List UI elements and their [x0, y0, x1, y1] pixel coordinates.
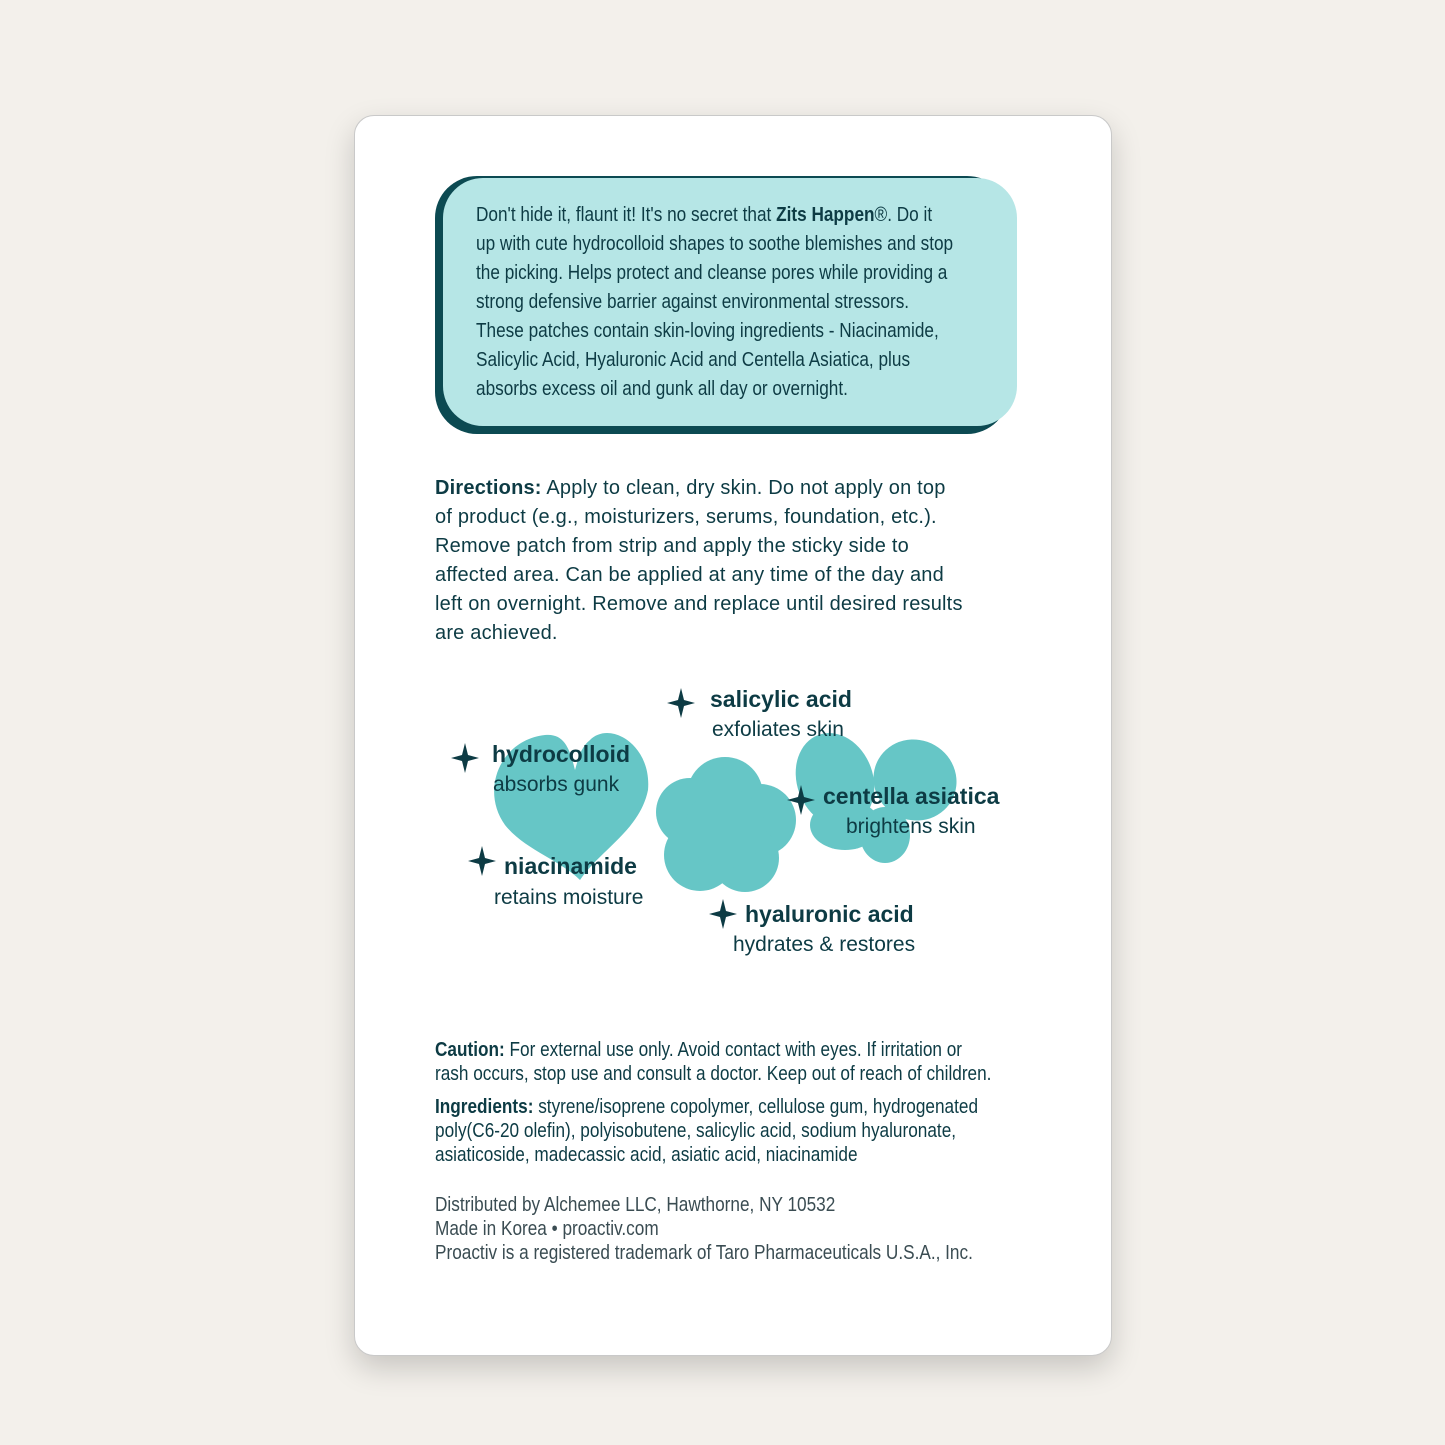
footer-line: Made in Korea • proactiv.com: [435, 1218, 659, 1240]
benefit-desc: hydrates & restores: [733, 933, 916, 956]
benefit-name: hydrocolloid: [492, 741, 630, 767]
benefit-name: hyaluronic acid: [745, 901, 914, 927]
ingredients-text: styrene/isoprene copolymer, cellulose gum, hydrogenated: [533, 1096, 979, 1118]
directions-line: left on overnight. Remove and replace until desired results: [435, 593, 963, 615]
benefit-desc: retains moisture: [494, 886, 644, 909]
benefit-name: salicylic acid: [710, 686, 852, 712]
ingredients-line: [435, 1095, 978, 1119]
directions-line: of product (e.g., moisturizers, serums, foundation, etc.).: [435, 506, 937, 528]
flower-patch-shape: [656, 757, 796, 892]
benefit-desc: exfoliates skin: [712, 718, 844, 741]
ingredients-line: asiaticoside, madecassic acid, asiatic acid, niacinamide: [435, 1144, 858, 1166]
caution-line: rash occurs, stop use and consult a doctor. Keep out of reach of children.: [435, 1063, 992, 1085]
directions-label: Directions:: [435, 477, 542, 499]
directions-line: affected area. Can be applied at any time of the day and: [435, 564, 944, 586]
promo-line: Salicylic Acid, Hyaluronic Acid and Centella Asiatica, plus: [476, 349, 911, 371]
promo-line: strong defensive barrier against environmental stressors.: [476, 291, 910, 313]
promo-line: These patches contain skin-loving ingredients - Niacinamide,: [476, 320, 939, 342]
promo-line: the picking. Helps protect and cleanse pores while providing a: [476, 262, 948, 284]
sparkle-icon: [451, 743, 479, 773]
benefit-name: niacinamide: [504, 853, 637, 879]
sparkle-icon: [709, 899, 737, 929]
footer-line: Distributed by Alchemee LLC, Hawthorne, NY 10532: [435, 1194, 836, 1216]
caution-line: [435, 1038, 962, 1062]
brand-name: Zits Happen: [776, 204, 875, 226]
promo-text: ®. Do it: [874, 204, 933, 226]
sparkle-icon: [667, 688, 695, 718]
promo-line: absorbs excess oil and gunk all day or overnight.: [476, 378, 848, 400]
promo-line: up with cute hydrocolloid shapes to soothe blemishes and stop: [476, 233, 954, 255]
sparkle-icon: [468, 846, 496, 876]
caution-label: Caution:: [435, 1039, 505, 1061]
benefit-desc: brightens skin: [846, 815, 976, 838]
ingredients-label: Ingredients:: [435, 1096, 534, 1118]
directions-line: are achieved.: [435, 622, 558, 644]
directions-text: Apply to clean, dry skin. Do not apply on top: [541, 477, 946, 499]
benefit-desc: absorbs gunk: [493, 773, 620, 796]
footer-line: Proactiv is a registered trademark of Taro Pharmaceuticals U.S.A., Inc.: [435, 1242, 973, 1264]
directions-line: Remove patch from strip and apply the sticky side to: [435, 535, 909, 557]
benefit-name: centella asiatica: [823, 783, 1000, 809]
promo-text: Don't hide it, flaunt it! It's no secret that: [476, 204, 777, 226]
ingredients-line: poly(C6-20 olefin), polyisobutene, salicylic acid, sodium hyaluronate,: [435, 1120, 957, 1142]
caution-text: For external use only. Avoid contact with eyes. If irritation or: [504, 1039, 963, 1061]
